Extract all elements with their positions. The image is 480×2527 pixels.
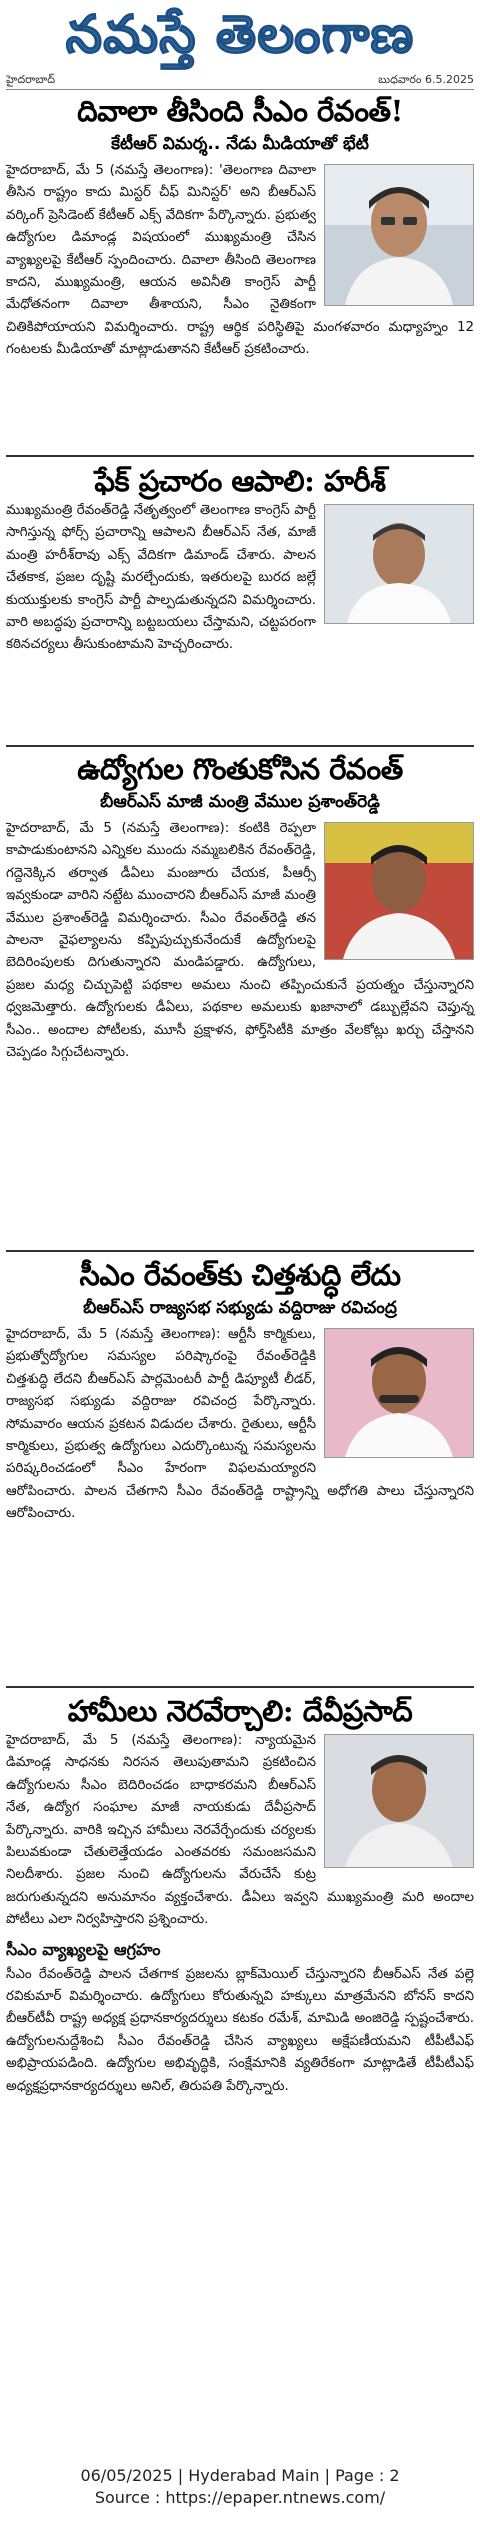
prashanth-photo: [324, 822, 474, 960]
story-prashanth-subhead: బీఆర్ఎస్ మాజీ మంత్రి వేముల ప్రశాంత్‌రెడ్డి: [100, 792, 380, 812]
story-ktr-body: హైదరాబాద్, మే 5 (నమస్తే తెలంగాణ): 'తెలంగాణ దివాలా తీసిన రాష్ట్రం కాదు మిస్టర్ చీఫ్ మినిస్టర్' అని బీఆర్ఎస్ వర్కింగ్ ప్రెసిడెంట్ కేటీఆర్ ఎక్స్ వేదికగా పేర్కొన్నారు. ప్రభుత్వ ఉద్యోగుల డిమాండ్ల విషయంలో ముఖ్యమంత్రి చేసిన వ్యాఖ్యలపై కేటీఆర్ స్పందించారు. దివాలా తీసింది తెలంగాణ కాదని, ముఖ్యమంత్రి, ఆయన అవినీతి కాంగ్రెస్ పార్టీ మేధోతనంగా దివాలా తీశాయని, సీఎం నైతికంగా చితికిపోయాయని విమర్శించారు. రాష్ట్ర ఆర్థిక పరిస్థితిపై మంగళవారం మధ్యాహ్నం 12 గంటలకు మీడియాతో మాట్లాడుతానని కేటీఆర్ ప్రకటించారు.: [6, 163, 474, 358]
story-harish-body: ముఖ్యమంత్రి రేవంత్‌రెడ్డి నేతృత్వంలో తెలంగాణ కాంగ్రెస్ పార్టీ సాగిస్తున్న ఫోర్స్ ప్రచారాన్ని ఆపాలని బీఆర్ఎస్ నేత, మాజీ మంత్రి హరీశ్‌రావు ఎక్స్ వేదికగా డిమాండ్ చేశారు. పాలన చేతకాక, ప్రజల దృష్టి మరల్చేందుకు, ఇతరులపై బురద జల్లే కుయుక్తులకు కాంగ్రెస్ పార్టీ పాల్పడుతున్నదని విమర్శించారు. వారి అబద్ధపు ప్రచారాన్ని బట్టబయలు చేస్తామని, చట్టపరంగా కఠినచర్యలు తీసుకుంటామని హెచ్చరించారు.: [6, 503, 316, 653]
footer-source-link[interactable]: Source : https://epaper.ntnews.com/: [94, 2488, 386, 2507]
ravichandra-photo: [324, 1328, 474, 1458]
footer-date-edition: 06/05/2025 | Hyderabad Main | Page : 2: [80, 2466, 400, 2485]
divider: [6, 455, 474, 457]
dateline: [6, 73, 474, 90]
story-prashanth-headline: ఉద్యోగుల గొంతుకోసిన రేవంత్: [77, 752, 403, 786]
story-ravichandra: [0, 1256, 480, 1526]
story-deviprasad-body2: సీఎం రేవంత్‌రెడ్డి పాలన చేతగాక ప్రజలను బ్లాక్‌మెయిల్ చేస్తున్నారని బీఆర్ఎస్ నేత పల్లె రవికుమార్ విమర్శించారు. ఉద్యోగులు కోరుతున్నవి హక్కులు మాత్రమేనని బోనస్ కాదని బీఆర్‌టీవీ రాష్ట్ర అధ్యక్ష ప్రధానకార్యదర్శులు కటకం రమేశ్, మామిడి అంజిరెడ్డి స్పష్టంచేశారు. ఉద్యోగులనుద్దేశించి సీఎం రేవంత్‌రెడ్డి చేసిన వ్యాఖ్యలు అక్షేపణీయమని టీపీటీఎఫ్ అభిప్రాయపడింది. ఉద్యోగుల అభివృద్ధికి, సంక్షేమానికి వ్యతిరేకంగా మాట్లాడితే టీపీటీఎఫ్ అధ్యక్షప్రధానకార్యదర్శులు అనిల్, తిరుపతి పేర్కొన్నారు.: [6, 1966, 474, 2094]
harish-photo: [324, 504, 474, 624]
story-ktr: [0, 92, 480, 362]
divider: [6, 1250, 474, 1252]
ktr-photo: [324, 164, 474, 306]
dateline-date: బుధవారం 6.5.2025: [378, 73, 474, 86]
story-harish-headline: ఫేక్ ప్రచారం ఆపాలి: హరీశ్: [94, 464, 386, 498]
story-ravichandra-body: హైదరాబాద్, మే 5 (నమస్తే తెలంగాణ): ఆర్టీసీ కార్మికులు, ప్రభుత్వోద్యోగుల సమస్యల పరిష్కారంపై రేవంత్‌రెడ్డికి చిత్తశుద్ధి లేదని బీఆర్ఎస్ పార్లమెంటరీ పార్టీ డిప్యూటీ లీడర్, రాజ్యసభ సభ్యుడు వద్దిరాజు రవిచంద్ర పేర్కొన్నారు. సోమవారం ఆయన ప్రకటన విడుదల చేశారు. రైతులు, ఆర్టీసీ కార్మికులు, ప్రభుత్వ ఉద్యోగులు ఎదుర్కొంటున్న సమస్యలను పరిష్కరించడంలో సీఎం హేరంగా విఫలమయ్యారని ఆరోపించారు. పాలన చేతగాని సీఎం రేవంత్‌రెడ్డి రాష్ట్రాన్ని అధోగతి పాలు చేస్తున్నారని ఆరోపించారు.: [6, 1327, 474, 1522]
story-ktr-headline: దివాలా తీసింది సీఎం రేవంత్!: [77, 94, 403, 128]
story-ktr-subhead: కేటీఆర్ విమర్శ.. నేడు మీడియాతో భేటీ: [111, 134, 369, 154]
story-ravichandra-headline: సీఎం రేవంత్‌కు చిత్తశుద్ధి లేదు: [79, 1258, 401, 1292]
story-deviprasad-headline: హామీలు నెరవేర్చాలి: దేవీప్రసాద్: [67, 1694, 413, 1728]
story-deviprasad-section-label: సీఎం వ్యాఖ్యలపై ఆగ్రహం: [6, 1939, 161, 1959]
story-deviprasad-body: హైదరాబాద్, మే 5 (నమస్తే తెలంగాణ): న్యాయమైన డిమాండ్ల సాధనకు నిరసన తెలుపుతామని ప్రకటించిన ఉద్యోగులను సీఎం బెదిరించడం బాధాకరమని బీఆర్ఎస్ నేత, ఉద్యోగ సంఘాల మాజీ నాయకుడు దేవీప్రసాద్ పేర్కొన్నారు. వారికి ఇచ్చిన హామీలు నెరవేర్చేందుకు చర్యలకు పిలువకుండా చేతులెత్తేయడం ఎంతవరకు సమంజసమని నిలదీశారు. ప్రజల నుంచి ఉద్యోగులను వేరుచేసే కుట్ర జరుగుతున్నదని అనుమానం వ్యక్తంచేశారు. డీఏలు ఇవ్వని ముఖ్యమంత్రి మరి అందాల పోటీలు ఎలా నిర్వహిస్తారని ప్రశ్నించారు.: [6, 1733, 474, 1928]
story-harish: [0, 462, 480, 657]
masthead-logo: నమస్తే తెలంగాణ: [65, 4, 415, 65]
story-prashanth: [0, 750, 480, 1064]
dateline-city: హైదరాబాద్: [6, 73, 55, 86]
story-deviprasad: [0, 1692, 480, 2098]
divider: [6, 1686, 474, 1688]
story-prashanth-body: హైదరాబాద్, మే 5 (నమస్తే తెలంగాణ): కంటికి రెప్పలా కాపాడుకుంటానని ఎన్నికల ముందు నమ్మబలికిన రేవంత్‌రెడ్డి, గద్దెనెక్కిన తర్వాత డీఏలు మంజూరు చేయక, పీఆర్సీ ఇవ్వకుండా వారిని నట్టేట ముంచారని బీఆర్ఎస్ మాజీ మంత్రి వేముల ప్రశాంత్‌రెడ్డి విమర్శించారు. సీఎం రేవంత్‌రెడ్డి తన పాలనా వైఫల్యాలను కప్పిపుచ్చుకునేందుకే ఉద్యోగులపై బెదిరింపులకు దిగుతున్నారని మండిపడ్డారు. ఉద్యోగులు, ప్రజల మధ్య చిచ్చుపెట్టి పథకాల అమలు నుంచి తప్పించుకునే ప్రయత్నం చేస్తున్నారని ధ్వజమెత్తారు. ఉద్యోగులకు డీఏలు, పథకాల అమలుకు ఖజానాలో డబ్బుల్లేవని చెప్తున్న సీఎం.. అందాల పోటీలకు, మూసీ ప్రక్షాళన, ఫోర్త్‌సిటీకి మాత్రం వేలకోట్లు ఖర్చు చేస్తానని చెప్పడం సిగ్గుచేటన్నారు.: [6, 821, 474, 1061]
divider: [6, 745, 474, 747]
page-footer: [0, 2465, 480, 2509]
deviprasad-photo: [324, 1734, 474, 1868]
story-ravichandra-subhead: బీఆర్ఎస్ రాజ్యసభ సభ్యుడు వద్దిరాజు రవిచంద్ర: [83, 1298, 397, 1318]
